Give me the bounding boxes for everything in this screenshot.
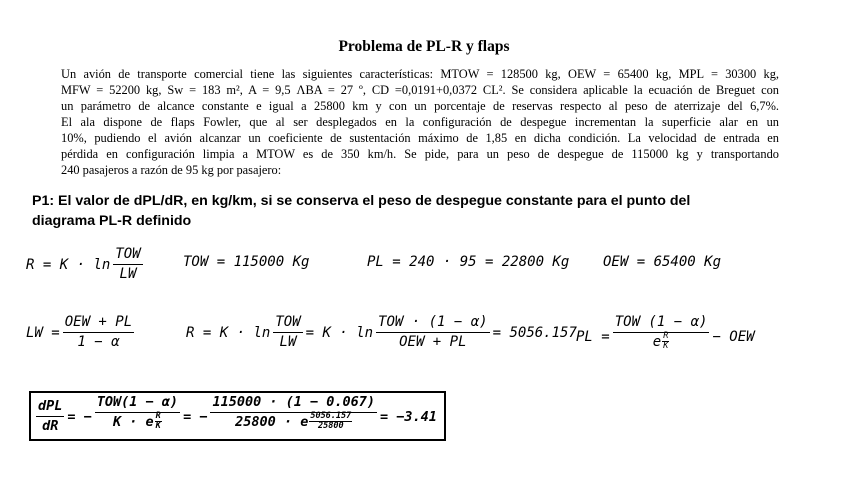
statement-line-7: 240 pasajeros a razón de 95 kg por pasajero: bbox=[61, 163, 282, 177]
lw-lhs: LW = bbox=[26, 324, 60, 341]
range-denominator-1: LW bbox=[279, 334, 297, 350]
range-numerator-1: TOW bbox=[273, 314, 302, 333]
pl-formula bbox=[576, 314, 755, 359]
question-line-2: diagrama PL-R definido bbox=[32, 213, 192, 229]
derivative-fraction-2 bbox=[95, 394, 180, 439]
derivative-eq-1: = − bbox=[67, 408, 92, 425]
pl-formula-fraction bbox=[613, 314, 710, 359]
pl-formula-base: e bbox=[652, 334, 662, 350]
pl-formula-tail: − OEW bbox=[712, 328, 755, 345]
pl-formula-exponent bbox=[662, 332, 669, 351]
breguet-fraction bbox=[113, 246, 142, 283]
derivative-exponent-2 bbox=[155, 412, 162, 431]
derivative-den3-base: 25800 · e bbox=[235, 414, 309, 430]
pl-equation: PL = 240 · 95 = 22800 Kg bbox=[367, 254, 570, 270]
derivative-denominator-3 bbox=[233, 413, 354, 439]
statement-line-6: pérdida en configuración limpia a MTOW es de 350 km/h. Se pide, para un peso de despegue de 115000 kg y transportando bbox=[61, 147, 779, 161]
derivative-equation bbox=[33, 394, 437, 439]
pl-exp-numerator: R bbox=[663, 331, 669, 341]
question-line-1: P1: El valor de dPL/dR, en kg/km, si se conserva el peso de despegue constante para el punto del bbox=[32, 193, 691, 209]
range-equation bbox=[186, 314, 577, 351]
derivative-result: = −3.41 bbox=[380, 408, 437, 425]
derivative-eq-2: = − bbox=[183, 408, 208, 425]
statement-line-2: MFW = 52200 kg, Sw = 183 m², A = 9,5 ΛBA = 27 º, CD =0,0191+0,0372 CL². Se considera aplicable la ecuación de Breguet con bbox=[61, 83, 779, 97]
derivative-numerator-2: TOW(1 − α) bbox=[95, 394, 180, 413]
lw-equation bbox=[26, 314, 137, 351]
breguet-denominator: LW bbox=[119, 266, 137, 282]
statement-line-5: 10%, pudiendo el avión alcanzar un coeficiente de sustentación máximo de 1,85 en dicha condición. La velocidad de entrada en bbox=[61, 131, 779, 145]
tow-equation: TOW = 115000 Kg bbox=[183, 254, 310, 270]
range-fraction-1 bbox=[273, 314, 302, 351]
statement-line-4: El ala dispone de flaps Fowler, que al ser desplegados en la configuración de despegue incrementan la superficie alar en un bbox=[61, 115, 779, 129]
range-result: = 5056.157 bbox=[492, 324, 577, 341]
breguet-numerator: TOW bbox=[113, 246, 142, 265]
derivative-exp3-denominator: 25800 bbox=[318, 421, 344, 431]
derivative-fraction bbox=[36, 398, 64, 435]
range-numerator-2: TOW · (1 − α) bbox=[376, 314, 490, 333]
derivative-exponent-3 bbox=[309, 412, 352, 431]
breguet-equation bbox=[26, 246, 146, 283]
pl-formula-numerator: TOW (1 − α) bbox=[613, 314, 710, 333]
oew-equation: OEW = 65400 Kg bbox=[603, 254, 722, 270]
derivative-denominator: dR bbox=[42, 418, 59, 434]
pl-exp-denominator: K bbox=[663, 341, 669, 351]
derivative-numerator: dPL bbox=[36, 398, 64, 417]
derivative-exp2-numerator: R bbox=[155, 411, 161, 421]
pl-formula-denominator bbox=[651, 333, 672, 359]
derivative-denominator-2 bbox=[111, 413, 164, 439]
lw-denominator: 1 − α bbox=[77, 334, 120, 350]
derivative-den2-base: K · e bbox=[113, 414, 154, 430]
lw-numerator: OEW + PL bbox=[63, 314, 134, 333]
derivative-exp2-denominator: K bbox=[155, 421, 161, 431]
range-fraction-2 bbox=[376, 314, 490, 351]
range-lhs: R = K · ln bbox=[186, 324, 271, 341]
derivative-fraction-3 bbox=[210, 394, 377, 439]
statement-line-3: un parámetro de alcance constante e igual a 25800 km y con un porcentaje de reservas respecto al peso de aterrizaje del 6,7%. bbox=[61, 99, 779, 113]
derivative-exp3-numerator: 5056.157 bbox=[310, 411, 352, 421]
statement-line-1: Un avión de transporte comercial tiene las siguientes características: MTOW = 128500 kg, OEW = 65400 kg, MPL = 30300 kg, bbox=[61, 67, 779, 81]
range-denominator-2: OEW + PL bbox=[399, 334, 467, 350]
problem-title: Problema de PL-R y flaps bbox=[338, 38, 510, 55]
pl-formula-lhs: PL = bbox=[576, 328, 610, 345]
derivative-numerator-3: 115000 · (1 − 0.067) bbox=[210, 394, 377, 413]
breguet-lhs: R = K · ln bbox=[26, 256, 111, 273]
lw-fraction bbox=[63, 314, 134, 351]
range-mid: = K · ln bbox=[305, 324, 374, 341]
